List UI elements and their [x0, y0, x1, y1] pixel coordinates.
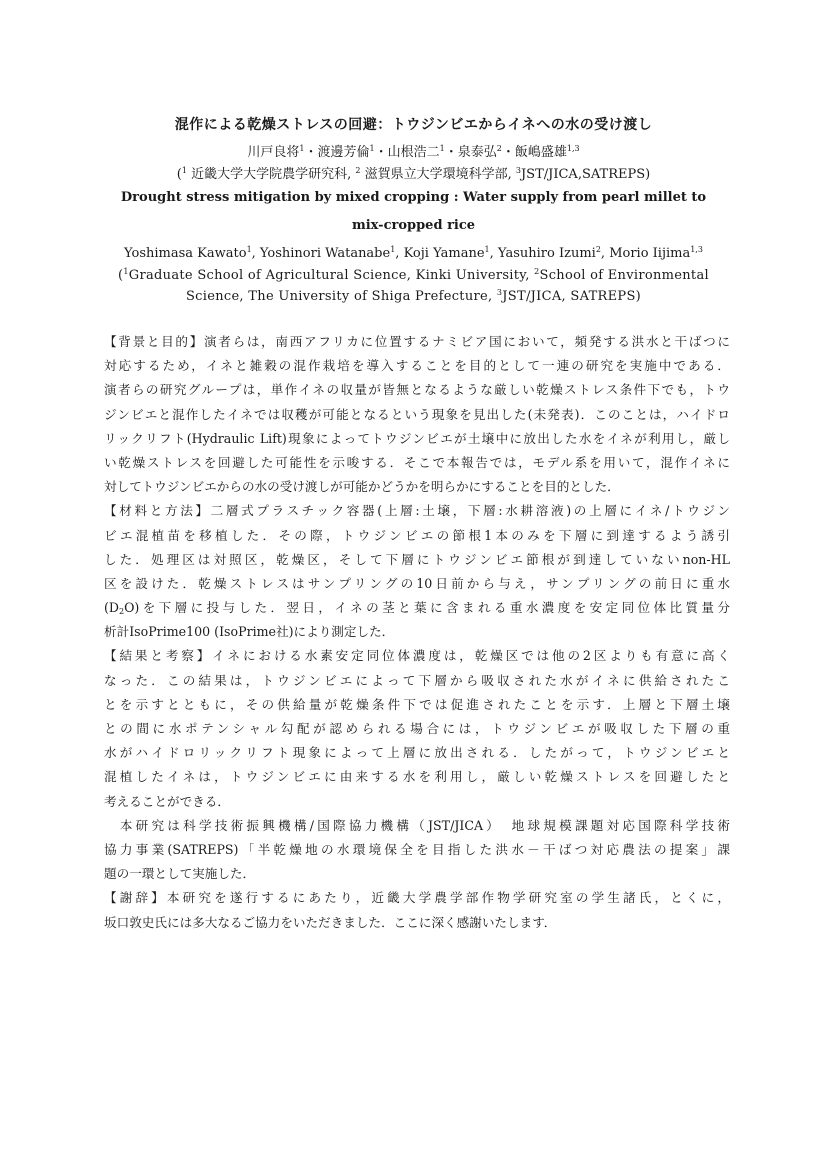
- body-line: 本研究は科学技術振興機構/国際協力機構（JST/JICA） 地球規模課題対応国際科学技術: [104, 817, 730, 833]
- body-line: なった．この結果は，トウジンビエによって下層から吸収された水がイネに供給されたこ: [104, 672, 730, 688]
- title-ja: 混作による乾燥ストレスの回避：トウジンビエからイネへの水の受け渡し: [174, 117, 653, 133]
- body-line: ジンビエと混作したイネでは収穫が可能となるという現象を見出した(未発表)．このことは，ハイドロ: [104, 406, 730, 422]
- author-ja: 山根浩二: [387, 145, 440, 160]
- body-line: 混植したイネは，トウジンビエに由来する水を利用し，厳しい乾燥ストレスを回避したと: [104, 769, 730, 785]
- author-ja: 泉泰弘: [457, 145, 497, 160]
- affiliations-ja: ($^1$ 近畿大学大学院農学研究科, $^2$ 滋賀県立大学環境科学部, $^3$JST/JICA,SATREPS): [176, 166, 651, 182]
- body-line: $(D_2O)$を下層に投与した．翌日，イネの茎と葉に含まれる重水濃度を安定同位体比質量分: [104, 600, 730, 617]
- author-ja: 飯嶋盛雄: [514, 145, 567, 160]
- title-en-line2: mix-cropped rice: [351, 218, 476, 233]
- body-line: 【材料と方法】二層式プラスチック容器(上層:土壌，下層:水耕溶液)の上層にイネ/トウジン: [104, 503, 730, 519]
- title-en-line1: Drought stress mitigation by mixed cropping : Water supply from pearl millet to: [120, 190, 707, 205]
- body-line: とを示すとともに，その供給量が乾燥条件下では促進されたことを示す．上層と下層土壌: [104, 696, 730, 712]
- body-line: ビエ混植苗を移植した．その際，トウジンビエの節根1本のみを下層に到達するよう誘引: [104, 527, 730, 543]
- author-en: Koji Yamane: [403, 246, 485, 261]
- body-line: 析計IsoPrime100 (IsoPrime社)により測定した．: [104, 624, 395, 640]
- body-line: した．処理区は対照区，乾燥区，そして下層にトウジンビエ節根が到達していないnon-HL: [104, 551, 730, 567]
- author-ja: 渡邊芳倫: [317, 145, 370, 160]
- author-en: Yoshimasa Kawato: [124, 246, 247, 261]
- author-en: Morio Iijima: [609, 246, 691, 261]
- body-line: 区を設けた．乾燥ストレスはサンプリングの10日前から与え，サンプリングの前日に重水: [104, 575, 730, 591]
- body-line: リックリフト(Hydraulic Lift)現象によってトウジンビエが土壌中に放出した水をイネが利用し，厳し: [104, 430, 730, 446]
- body-line: 演者らの研究グループは，単作イネの収量が皆無となるような厳しい乾燥ストレス条件下でも，トウ: [104, 382, 730, 398]
- body-line: 対してトウジンビエからの水の受け渡しが可能かどうかを明らかにすることを目的とした．: [104, 479, 620, 495]
- author-en: Yoshinori Watanabe: [259, 246, 391, 261]
- author-en: Yasuhiro Izumi: [497, 246, 596, 261]
- body-line: 【背景と目的】演者らは，南西アフリカに位置するナミビア国において，頻発する洪水と干ばつに: [104, 334, 730, 349]
- body-line: 【謝辞】本研究を遂行するにあたり，近畿大学農学部作物学研究室の学生諸氏，とくに，: [104, 890, 730, 906]
- affiliations-en-line2: Science, The University of Shiga Prefecture, $^3$JST/JICA, SATREPS): [185, 288, 642, 304]
- body-line: 協力事業(SATREPS)「半乾燥地の水環境保全を目指した洪水－干ばつ対応農法の提案」課: [104, 841, 730, 857]
- authors-ja: 川戸良将$^1$・渡邊芳倫$^1$・山根浩二$^1$・泉泰弘$^2$・飯嶋盛雄$^{1,3}$: [247, 144, 580, 160]
- body-line: い乾燥ストレスを回避した可能性を示唆する．そこで本報告では，モデル系を用いて，混作イネに: [104, 454, 730, 470]
- body-line: 対応するため，イネと雑穀の混作栽培を導入することを目的として一連の研究を実施中である．: [104, 358, 730, 374]
- authors-en: Yoshimasa Kawato$^1$, Yoshinori Watanabe$^1$, Koji Yamane$^1$, Yasuhiro Izumi$^2$, Morio Iijima$^{1,3}$: [124, 245, 703, 261]
- body-line: 考えることができる．: [104, 793, 230, 809]
- body-line: 坂口敦史氏には多大なるご協力をいただきました．ここに深く感謝いたします．: [104, 914, 557, 930]
- body-line: 水がハイドロリックリフト現象によって上層に放出される．したがって，トウジンビエと: [104, 745, 730, 761]
- body-line: 【結果と考察】イネにおける水素安定同位体濃度は，乾燥区では他の2区よりも有意に高く: [104, 648, 730, 664]
- affiliations-en-line1: ($^1$Graduate School of Agricultural Science, Kinki University, $^2$School of Environmental: [118, 267, 709, 283]
- body-line: 題の一環として実施した．: [104, 866, 256, 882]
- abstract-body: [104, 330, 730, 935]
- author-ja: 川戸良将: [247, 145, 300, 160]
- body-line: との間に水ポテンシャル勾配が認められる場合には，トウジンビエが吸収した下層の重: [104, 721, 730, 736]
